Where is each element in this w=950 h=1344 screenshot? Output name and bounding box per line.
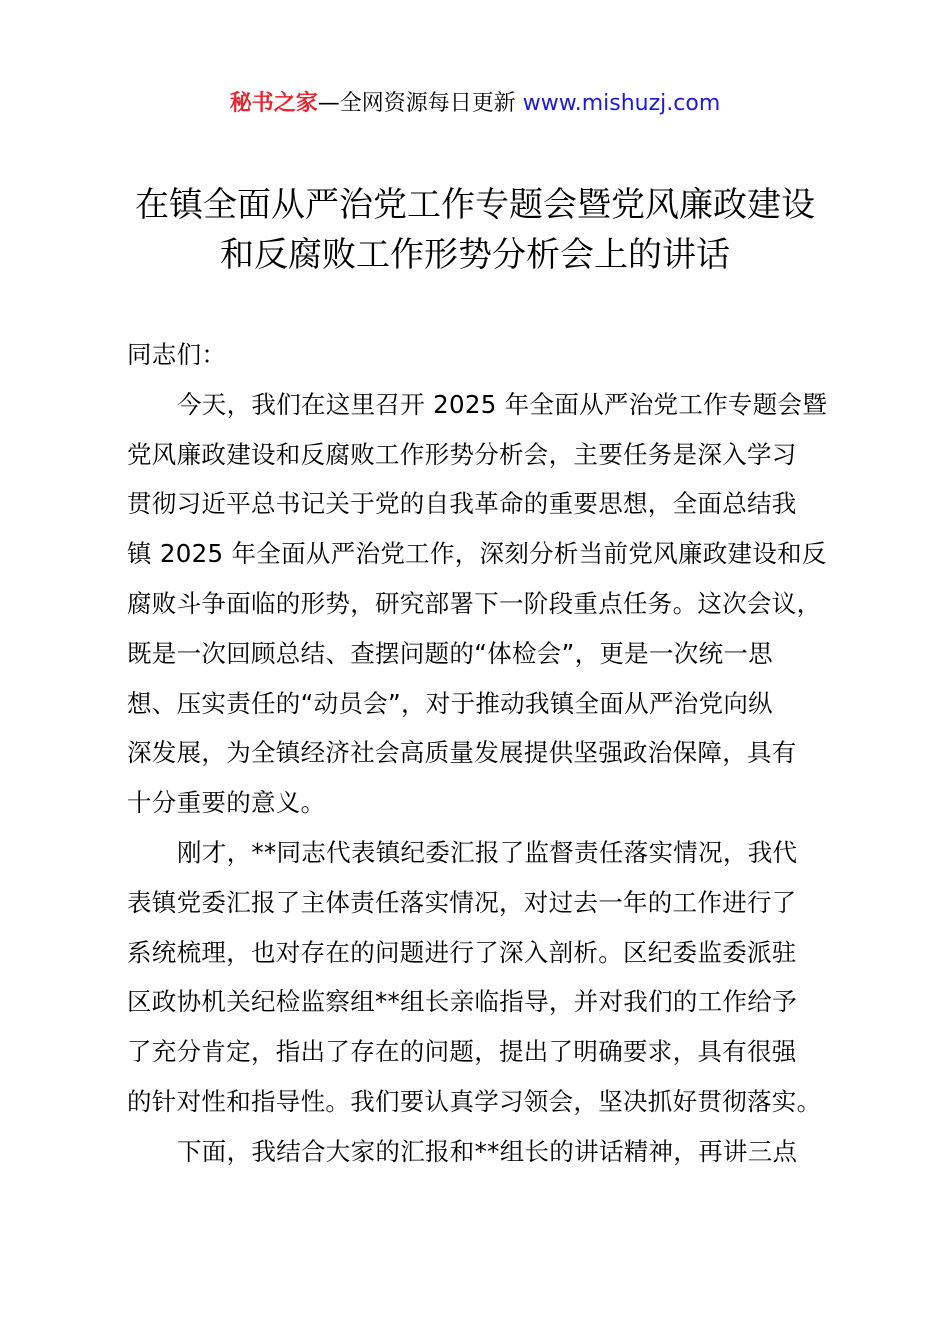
text-line: 既是一次回顾总结、查摆问题的“体检会”，更是一次统一思 [127,638,773,668]
text-line: 今天，我们在这里召开 2025 年全面从严治党工作专题会暨 [177,389,828,419]
text-line: 深发展，为全镇经济社会高质量发展提供坚强政治保障，具有 [127,738,797,768]
title-line: 在镇全面从严治党工作专题会暨党风廉政建设 [135,185,815,225]
document-body [127,330,847,1177]
text-line: 腐败斗争面临的形势，研究部署下一阶段重点任务。这次会议， [127,588,822,618]
title-line: 和反腐败工作形势分析会上的讲话 [220,235,730,275]
text-line: 镇 2025 年全面从严治党工作，深刻分析当前党风廉政建设和反 [127,539,827,569]
text-line: 表镇党委汇报了主体责任落实情况，对过去一年的工作进行了 [127,887,797,917]
paragraph [127,828,847,1127]
text-line: 系统梳理，也对存在的问题进行了深入剖析。区纪委监委派驻 [127,937,797,967]
paragraph [127,1127,847,1177]
text-line: 下面，我结合大家的汇报和**组长的讲话精神，再讲三点 [177,1136,798,1166]
document-title [0,180,950,280]
salutation: 同志们： [127,340,227,369]
text-line: 想、压实责任的“动员会”，对于推动我镇全面从严治党向纵 [127,688,773,718]
text-line: 党风廉政建设和反腐败工作形势分析会，主要任务是深入学习 [127,439,797,469]
site-header [0,88,950,120]
text-line: 刚才，**同志代表镇纪委汇报了监督责任落实情况，我代 [177,837,798,867]
paragraph [127,380,847,828]
brand-name: 秘书之家 [229,91,318,116]
text-line: 十分重要的意义。 [127,788,326,818]
header-slogan: —全网资源每日更新 [317,91,523,116]
text-line: 的针对性和指导性。我们要认真学习领会，坚决抓好贯彻落实。 [127,1086,822,1116]
text-line: 了充分肯定，指出了存在的问题，提出了明确要求，具有很强 [127,1037,797,1067]
text-line: 区政协机关纪检监察组**组长亲临指导，并对我们的工作给予 [127,987,797,1017]
site-url-link[interactable]: www.mishuzj.com [522,91,721,116]
text-line: 贯彻习近平总书记关于党的自我革命的重要思想，全面总结我 [127,489,797,519]
